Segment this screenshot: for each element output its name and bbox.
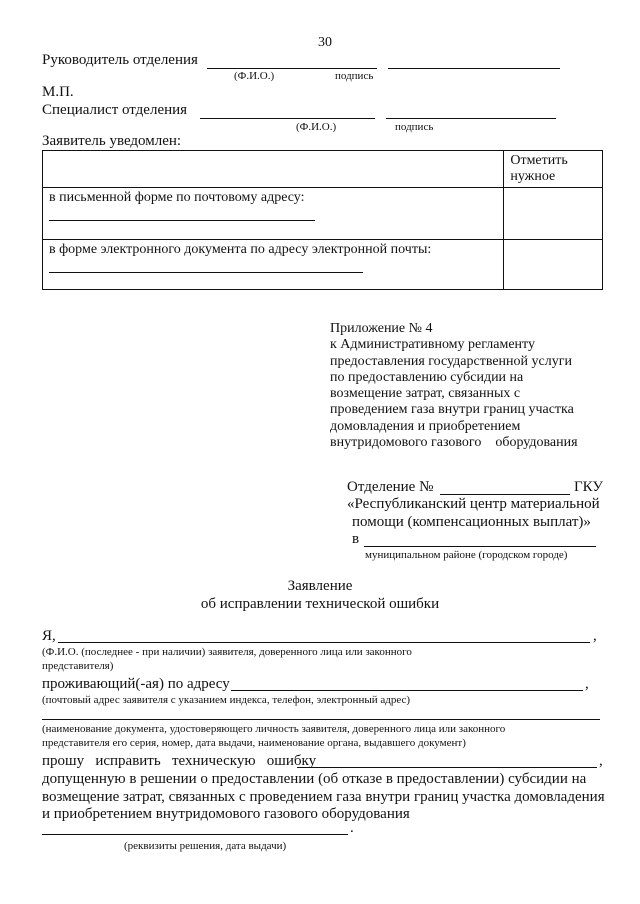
body-line-2: возмещение затрат, связанных с проведением газа внутри границ участка домовладения xyxy=(42,789,605,805)
address-note: (почтовый адрес заявителя с указанием индекса, телефон, электронный адрес) xyxy=(42,694,411,706)
email-address-line[interactable] xyxy=(49,272,363,273)
fio-note-2: представителя) xyxy=(42,660,114,672)
specialist-fio-caption: (Ф.И.О.) xyxy=(296,121,337,133)
doc-note-2: представителя его серия, номер, дата выдачи, наименование органа, выдавшего документ) xyxy=(42,737,466,749)
head-fio-caption: (Ф.И.О.) xyxy=(234,70,275,82)
decision-details-line[interactable] xyxy=(42,834,348,835)
center-name-2: помощи (компенсационных выплат)» xyxy=(352,514,591,530)
page-number: 30 xyxy=(318,35,332,50)
address-line[interactable] xyxy=(231,690,583,691)
specialist-label: Специалист отделения xyxy=(42,102,188,118)
error-description-line[interactable] xyxy=(297,767,597,768)
notify-header-blank xyxy=(43,151,504,188)
post-address-line[interactable] xyxy=(49,220,315,221)
notify-row-email xyxy=(43,240,504,290)
department-number-line[interactable] xyxy=(440,494,570,495)
notify-row-email-label: в форме электронного документа по адресу электронной почты: xyxy=(49,242,432,257)
notify-row-post xyxy=(43,188,504,240)
district-prefix: в xyxy=(352,531,360,547)
appendix-line: к Административному регламенту xyxy=(330,337,535,353)
body-line-1: допущенную в решении о предоставлении (об отказе в предоставлении) субсидии на xyxy=(42,771,587,787)
appendix-line: домовладения и приобретением xyxy=(330,418,521,434)
applicant-name-line[interactable] xyxy=(58,642,590,643)
appendix-line: проведением газа внутри границ участка xyxy=(330,402,574,418)
head-fio-line xyxy=(207,68,377,69)
stamp-label: М.П. xyxy=(42,84,74,100)
district-caption: муниципальном районе (городском городе) xyxy=(365,549,568,561)
doc-note-1: (наименование документа, удостоверяющего личность заявителя, доверенного лица или законного xyxy=(42,723,506,735)
head-sign-caption: подпись xyxy=(335,70,374,82)
body-line-3: и приобретением внутридомового газового оборудования xyxy=(42,806,410,822)
appendix-line: по предоставлению субсидии на xyxy=(330,369,524,385)
statement-title: Заявление xyxy=(287,578,353,594)
specialist-sign-caption: подпись xyxy=(395,121,434,133)
name-comma: , xyxy=(593,628,597,644)
decision-dot: . xyxy=(350,820,354,836)
appendix-line: Приложение № 4 xyxy=(330,321,433,336)
appendix-line: возмещение затрат, связанных с xyxy=(330,386,521,402)
head-label: Руководитель отделения xyxy=(42,52,198,68)
request-label: прошу исправить техническую ошибку xyxy=(42,753,317,769)
appendix-line: предоставления государственной услуги xyxy=(330,353,572,369)
notify-table xyxy=(42,150,603,290)
living-label: проживающий(-ая) по адресу xyxy=(42,676,230,692)
head-sign-line xyxy=(388,68,560,69)
decision-note: (реквизиты решения, дата выдачи) xyxy=(124,840,287,852)
specialist-sign-line xyxy=(386,118,556,119)
identity-doc-line[interactable] xyxy=(42,719,600,720)
statement-subtitle: об исправлении технической ошибки xyxy=(200,596,440,612)
notify-row-post-label: в письменной форме по почтовому адресу: xyxy=(49,190,305,205)
gku-label: ГКУ xyxy=(574,479,603,495)
department-label: Отделение № xyxy=(347,479,434,495)
appendix-line: внутридомового газового оборудования xyxy=(330,435,578,451)
ya-label: Я, xyxy=(42,628,56,644)
notify-mark-header: Отметить нужное xyxy=(504,151,603,188)
district-line[interactable] xyxy=(364,546,596,547)
specialist-fio-line xyxy=(200,118,375,119)
notify-row-email-mark[interactable] xyxy=(504,240,603,290)
notify-row-post-mark[interactable] xyxy=(504,188,603,240)
notify-title: Заявитель уведомлен: xyxy=(42,133,182,149)
appendix-block xyxy=(330,321,578,451)
address-comma: , xyxy=(585,676,589,692)
request-comma: , xyxy=(599,753,603,769)
fio-note-1: (Ф.И.О. (последнее - при наличии) заявителя, доверенного лица или законного xyxy=(42,646,412,658)
center-name-1: «Республиканский центр материальной xyxy=(347,496,600,512)
